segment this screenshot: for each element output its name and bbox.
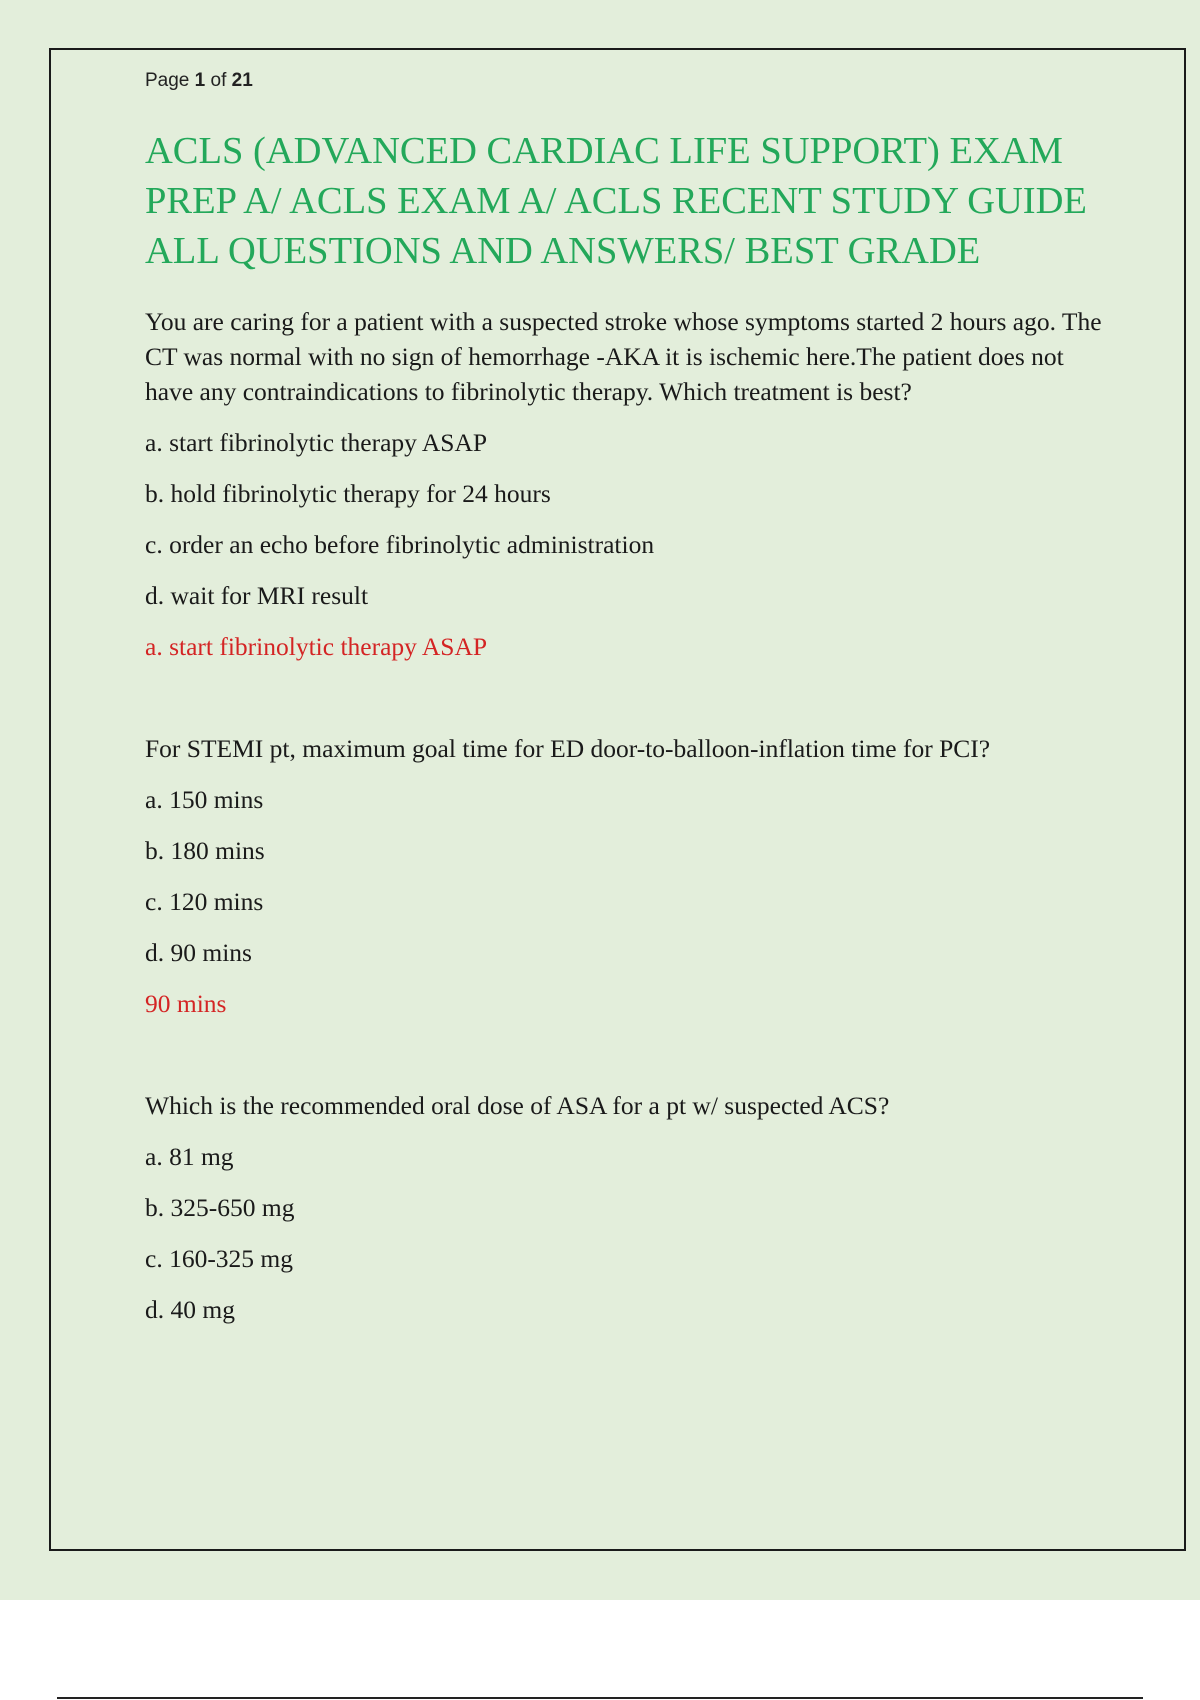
question-1-option-a: a. start fibrinolytic therapy ASAP bbox=[145, 428, 488, 457]
question-3-option-c: c. 160-325 mg bbox=[145, 1244, 294, 1273]
page-number bbox=[145, 70, 1105, 92]
page-current: 1 bbox=[194, 70, 206, 91]
page-total: 21 bbox=[231, 70, 253, 91]
document-title: ACLS (ADVANCED CARDIAC LIFE SUPPORT) EXAM PREP A/ ACLS EXAM A/ ACLS RECENT STUDY GUIDE ALL QUESTIONS AND ANSWERS/ BEST GRADE bbox=[145, 130, 1087, 272]
question-2-option-c: c. 120 mins bbox=[145, 887, 264, 916]
question-1-option-d: d. wait for MRI result bbox=[145, 581, 369, 610]
question-3-option-b: b. 325-650 mg bbox=[145, 1193, 295, 1222]
next-page-top-rule bbox=[57, 1697, 1143, 1699]
question-1-text: You are caring for a patient with a suspected stroke whose symptoms started 2 hours ago. The CT was normal with no sign of hemorrhage -AKA it is ischemic here.The patient does not have any contraindications to fibrinolytic therapy. Which treatment is best? bbox=[145, 307, 1102, 406]
page-of-label: of bbox=[210, 70, 227, 91]
question-3-text: Which is the recommended oral dose of ASA for a pt w/ suspected ACS? bbox=[145, 1091, 890, 1120]
question-spacer bbox=[145, 680, 1105, 731]
question-spacer bbox=[145, 1037, 1105, 1088]
question-1-option-c: c. order an echo before fibrinolytic administration bbox=[145, 530, 655, 559]
question-3-option-a: a. 81 mg bbox=[145, 1142, 234, 1171]
document-content bbox=[145, 70, 1105, 1343]
page-label: Page bbox=[145, 70, 190, 91]
question-1-option-b: b. hold fibrinolytic therapy for 24 hours bbox=[145, 479, 551, 508]
question-2-option-d: d. 90 mins bbox=[145, 938, 252, 967]
question-1-answer: a. start fibrinolytic therapy ASAP bbox=[145, 632, 488, 661]
question-2-option-b: b. 180 mins bbox=[145, 836, 265, 865]
question-2-text: For STEMI pt, maximum goal time for ED door-to-balloon-inflation time for PCI? bbox=[145, 734, 991, 763]
question-3-option-d: d. 40 mg bbox=[145, 1295, 235, 1324]
question-2-answer: 90 mins bbox=[145, 989, 227, 1018]
question-2-option-a: a. 150 mins bbox=[145, 785, 264, 814]
